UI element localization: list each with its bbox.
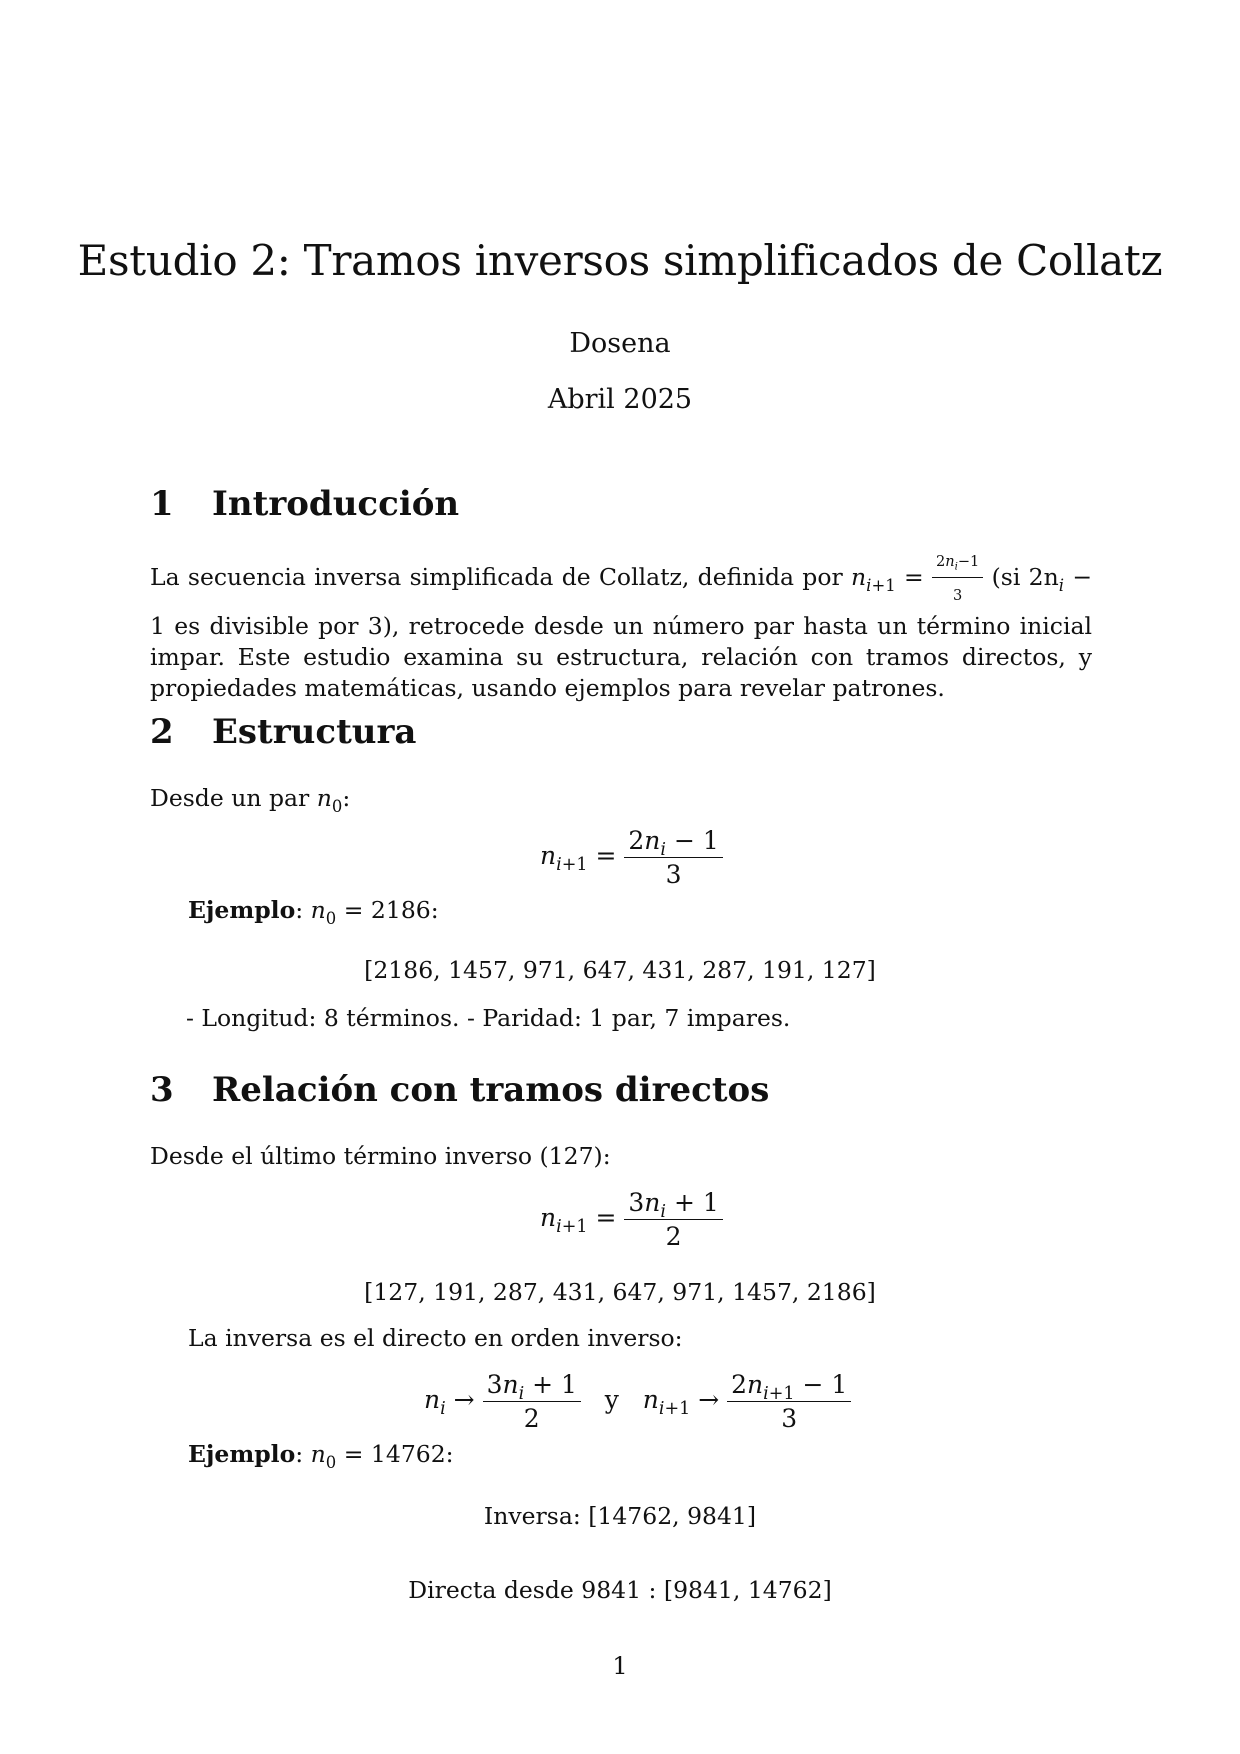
example-value: = 2186: [343, 896, 439, 924]
fraction: $\frac{3n_i + 1}{2}$ [624, 1188, 722, 1251]
equation-inverse-step: $n_{i+1}$ = $\frac{2n_i - 1}{3}$ [540, 826, 723, 889]
estructura-lead: Desde un par $n_0$: [150, 784, 351, 816]
connector: y [604, 1385, 619, 1414]
inline-fraction: $\frac{2n_i-1}{3}$ [932, 546, 983, 611]
author: Dosena [569, 328, 671, 359]
example-line-1: Ejemplo: $n_0 = 2186$: [188, 896, 439, 928]
equation-direct-step: $n_{i+1}$ = $\frac{3n_i + 1}{2}$ [540, 1188, 723, 1251]
fraction: $\frac{2n_i - 1}{3}$ [624, 826, 722, 889]
example-label: Ejemplo [188, 1440, 296, 1468]
fraction: $\frac{3n_i + 1}{2}$ [483, 1370, 581, 1433]
sequence-inverse: [2186, 1457, 971, 647, 431, 287, 191, 127] [364, 956, 876, 984]
sequence-stats: - Longitud: 8 términos. - Paridad: 1 par, 7 impares. [186, 1004, 791, 1032]
section-heading-introduccion [150, 484, 459, 524]
intro-text-4: divisible por 3), retrocede desde un número par hasta un término inicial impar. Este estudio examina su estructura, relación con tramos directos, y propiedades matemáticas, usando ejemplos para revelar patrones. [150, 612, 1093, 702]
direct-line: Directa desde 9841 : [9841, 14762] [408, 1576, 832, 1604]
section-heading-relacion [150, 1070, 769, 1110]
example-value: = 14762: [343, 1440, 454, 1468]
section-heading-estructura [150, 712, 416, 752]
inverse-line: Inversa: [14762, 9841] [483, 1502, 757, 1530]
fraction: $\frac{2n_{i+1} - 1}{3}$ [727, 1370, 851, 1433]
equation-pair: $n_i$ → $\frac{3n_i + 1}{2}$ y $n_{i+1}$ → $\frac{2n_{i+1} - 1}{3}$ [424, 1370, 851, 1433]
relacion-lead: Desde el último término inverso (127): [150, 1142, 611, 1170]
page-number: 1 [612, 1652, 628, 1680]
example-label: Ejemplo [188, 896, 296, 924]
page-title: Estudio 2: Tramos inversos simplificados de Collatz [77, 236, 1163, 285]
sequence-direct: [127, 191, 287, 431, 647, 971, 1457, 2186] [364, 1278, 876, 1306]
lead-text: Desde un par [150, 784, 310, 812]
section-number: 1 [150, 484, 174, 524]
intro-text-3: − 1 es [150, 563, 1093, 640]
section-number: 3 [150, 1070, 174, 1110]
intro-text-1: La secuencia inversa simplificada de Collatz, definida por [150, 563, 843, 591]
section-number: 2 [150, 712, 174, 752]
section-title: Estructura [212, 712, 417, 752]
intro-text-2: (si 2n [991, 563, 1059, 591]
example-line-2: Ejemplo: $n_0 = 14762$: [188, 1440, 454, 1472]
section-title: Introducción [212, 484, 460, 524]
relacion-note: La inversa es el directo en orden inverso: [188, 1324, 683, 1352]
section-title: Relación con tramos directos [212, 1070, 770, 1110]
intro-paragraph: La secuencia inversa simplificada de Collatz, definida por $n_{i+1}$ = $\frac{2n_i-1}{3}$ (si $2n_i - 1$ es divisible por 3), retrocede desde un número par hasta un término inicial impar. Este estudio examina su estructura, relación con tramos directos, y propiedades matemáticas, usando ejemplos para revelar patrones. [150, 546, 1092, 704]
date: Abril 2025 [547, 384, 693, 415]
